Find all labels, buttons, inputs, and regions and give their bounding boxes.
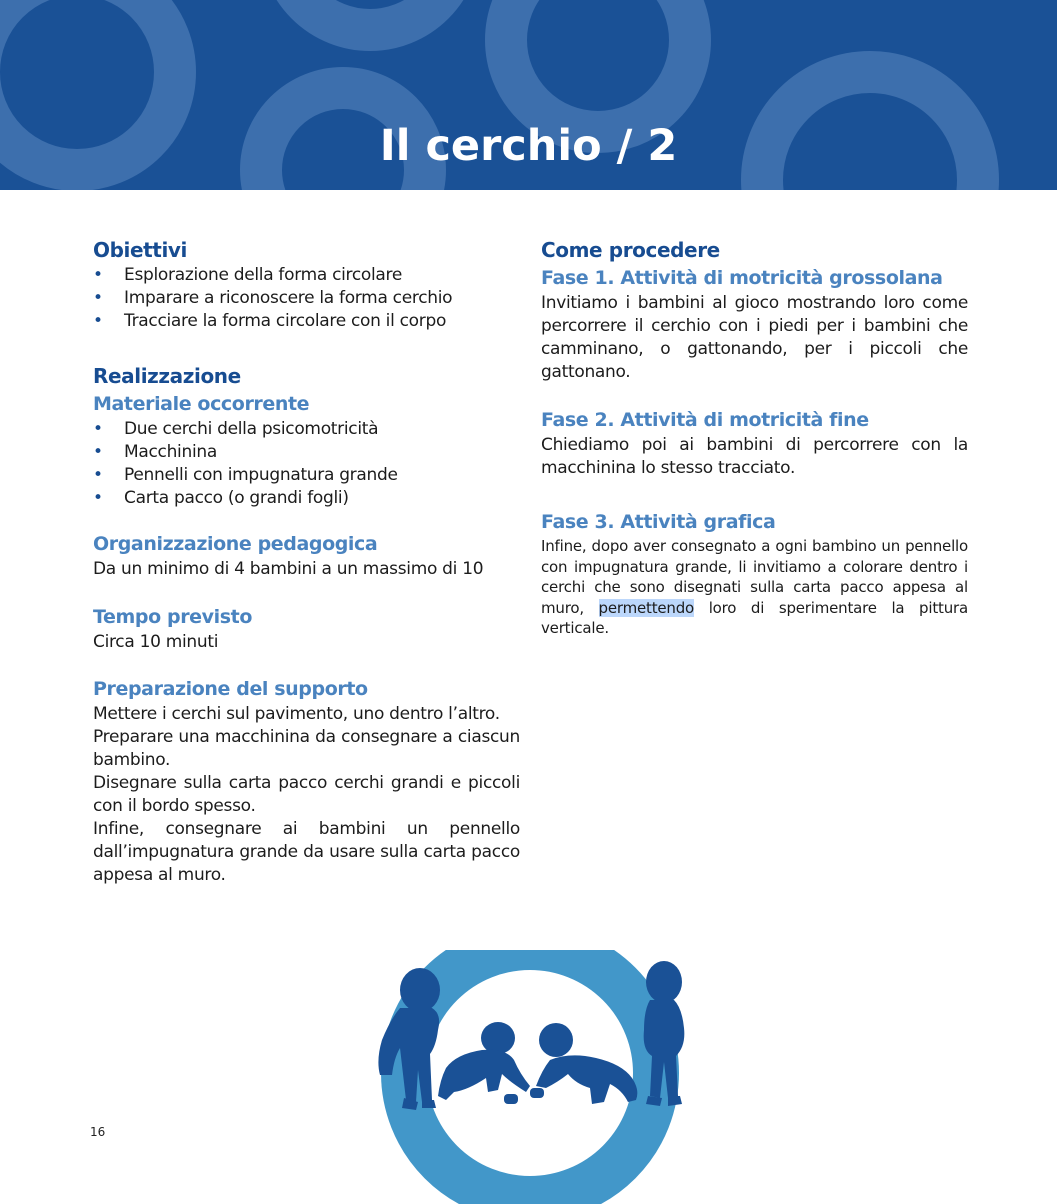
bullet-icon: • <box>93 488 103 508</box>
fase-2-text: Chiediamo poi ai bambini di percorrere con la macchinina lo stesso tracciato. <box>541 435 968 478</box>
crawling-child-left-icon <box>438 1022 530 1104</box>
page-number: 16 <box>90 1125 106 1139</box>
preparazione-paragraph: Preparare una macchinina da consegnare a ciascun bambino. <box>93 727 520 770</box>
preparazione-paragraph: Mettere i cerchi sul pavimento, uno dentro l’altro. <box>93 704 500 724</box>
heading-tempo: Tempo previsto <box>93 606 252 628</box>
fase-1-text: Invitiamo i bambini al gioco mostrando loro come percorrere il cerchio con i piedi per i bambini che camminano, o gattonando, per i piccoli che gattonano. <box>541 293 968 382</box>
bullet-icon: • <box>93 442 103 462</box>
right-column <box>541 236 968 639</box>
list-item: • Imparare a riconoscere la forma cerchio <box>93 288 453 308</box>
bullet-icon: • <box>93 465 103 485</box>
heading-organizzazione: Organizzazione pedagogica <box>93 533 378 555</box>
crawling-child-right-icon <box>530 1023 637 1104</box>
bullet-icon: • <box>93 288 103 308</box>
list-item: • Tracciare la forma circolare con il corpo <box>93 311 447 331</box>
list-item: • Esplorazione della forma circolare <box>93 265 403 285</box>
heading-obiettivi: Obiettivi <box>93 238 188 262</box>
bullet-icon: • <box>93 419 103 439</box>
preparazione-paragraph: Infine, consegnare ai bambini un pennello dall’impugnatura grande da usare sulla carta pacco appesa al muro. <box>93 819 520 885</box>
list-item: • Pennelli con impugnatura grande <box>93 465 398 485</box>
list-item: • Carta pacco (o grandi fogli) <box>93 488 349 508</box>
heading-come-procedere: Come procedere <box>541 238 720 262</box>
left-column <box>93 236 520 887</box>
heading-fase-2: Fase 2. Attività di motricità fine <box>541 409 869 431</box>
ring-3 <box>280 0 460 30</box>
bullet-icon: • <box>93 265 103 285</box>
heading-fase-1: Fase 1. Attività di motricità grossolana <box>541 267 943 289</box>
materiale-list <box>93 418 520 510</box>
highlighted-word: permettendo <box>598 598 695 617</box>
heading-preparazione: Preparazione del supporto <box>93 678 368 700</box>
children-circle-illustration <box>360 950 700 1204</box>
list-item: • Due cerchi della psicomotricità <box>93 419 379 439</box>
list-item: • Macchinina <box>93 442 217 462</box>
page-title: Il cerchio / 2 <box>379 121 678 171</box>
fase-3-text: Infine, dopo aver consegnato a ogni bambino un pennello con impugnatura grande, li invitiamo a colorare dentro i cerchi che sono disegnati sulla carta pacco appesa al muro, permettendo loro di sperimentare la pittura verticale. <box>541 537 968 638</box>
preparazione-paragraph: Disegnare sulla carta pacco cerchi grandi e piccoli con il bordo spesso. <box>93 773 520 816</box>
tempo-text: Circa 10 minuti <box>93 632 219 652</box>
bullet-icon: • <box>93 311 103 331</box>
heading-fase-3: Fase 3. Attività grafica <box>541 511 776 533</box>
obiettivi-list <box>93 264 520 333</box>
heading-realizzazione: Realizzazione <box>93 364 241 388</box>
organizzazione-text: Da un minimo di 4 bambini a un massimo di 10 <box>93 559 484 579</box>
heading-materiale: Materiale occorrente <box>93 393 310 415</box>
header-banner <box>0 0 1057 190</box>
ring-4 <box>506 0 690 132</box>
